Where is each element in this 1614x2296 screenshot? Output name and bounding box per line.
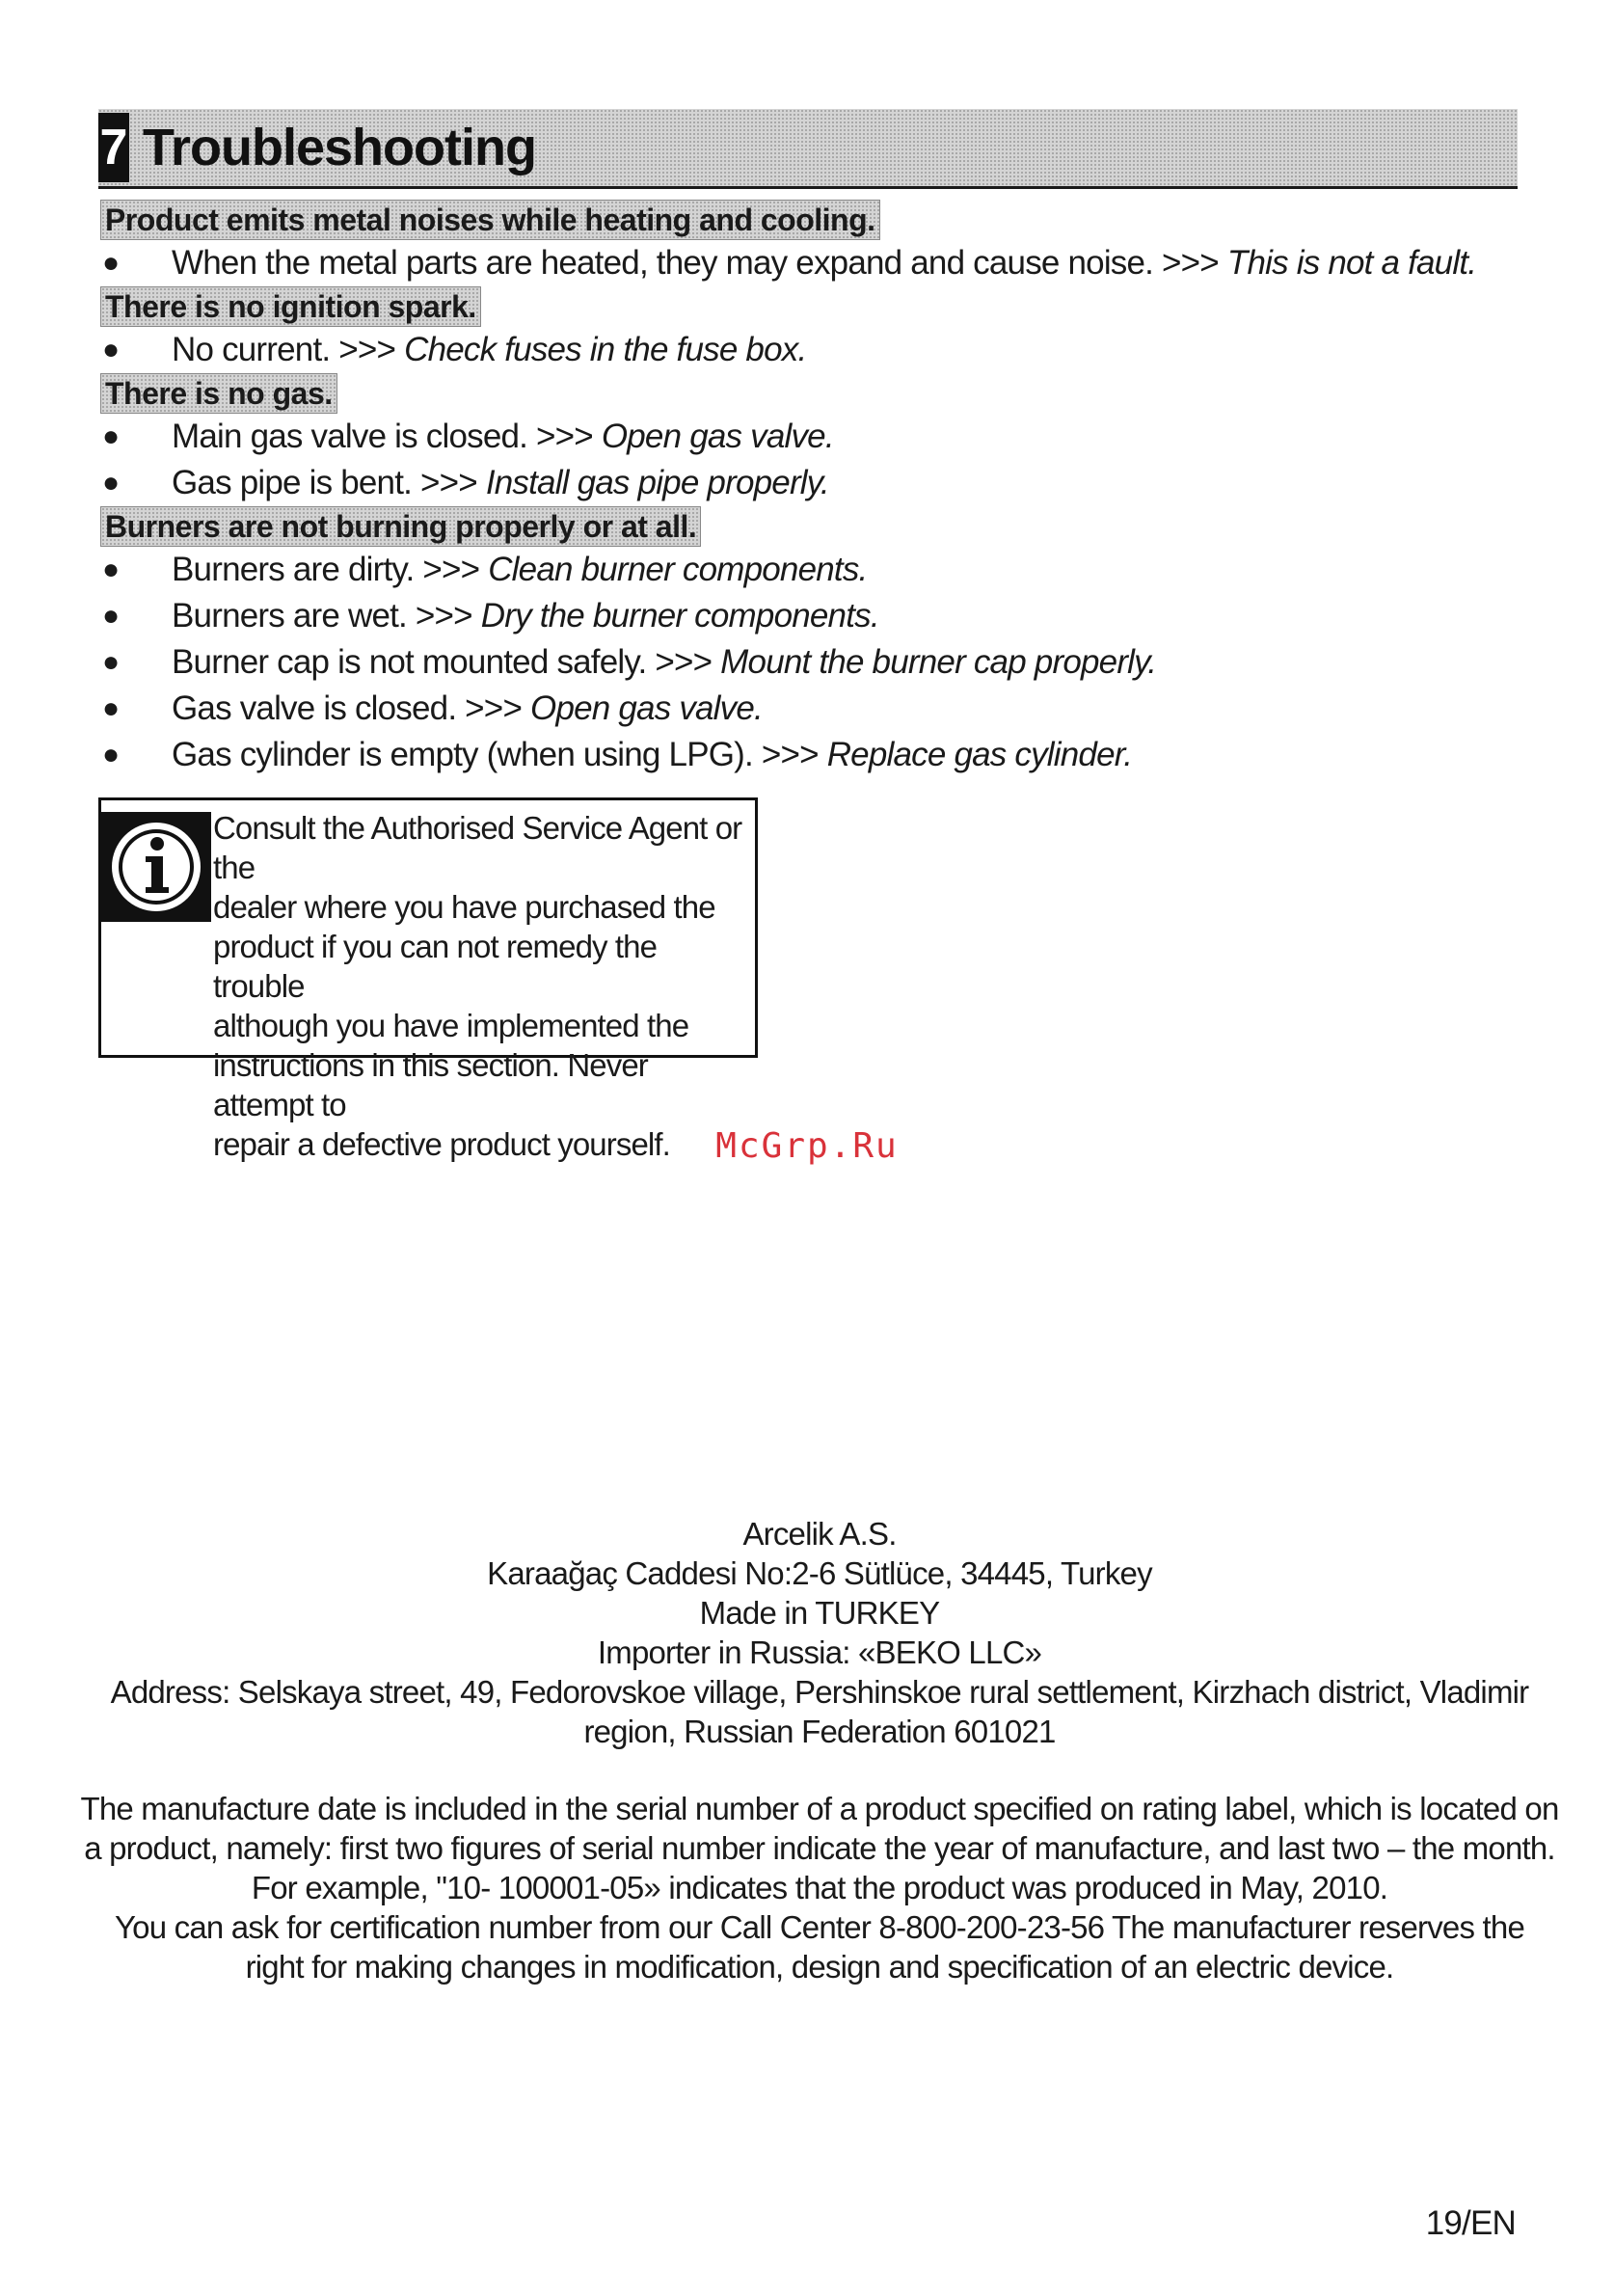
remedy-text: Open gas valve. <box>601 418 834 455</box>
remedy-text: Mount the burner cap properly. <box>720 643 1157 681</box>
problem-title: There is no ignition spark. <box>100 286 481 327</box>
cause-text: Burners are dirty. >>> <box>172 551 489 588</box>
section-title: Troubleshooting <box>143 119 536 176</box>
problem-title: There is no gas. <box>100 373 337 414</box>
remedy-text: This is not a fault. <box>1226 244 1477 282</box>
section-header <box>98 109 1518 189</box>
note-line: right for making changes in modification, design and specification of an electric device. <box>245 1949 1394 1985</box>
cause-text: Gas valve is closed. >>> <box>172 689 531 727</box>
bullet-icon: ● <box>102 554 120 585</box>
bullet-icon: ● <box>102 420 120 452</box>
bullet-icon: ● <box>102 334 120 365</box>
cause-text: When the metal parts are heated, they may expand and cause noise. >>> <box>172 244 1227 282</box>
note-line: For example, "10- 100001-05» indicates that the product was produced in May, 2010. <box>251 1870 1388 1905</box>
section-number: 7 <box>98 113 129 182</box>
info-text <box>213 808 753 1164</box>
address-line: Importer in Russia: «BEKO LLC» <box>597 1634 1042 1670</box>
info-line: repair a defective product yourself. <box>213 1126 670 1162</box>
address-line: Arcelik A.S. <box>742 1516 897 1552</box>
cause-item <box>100 732 1518 778</box>
problem-group <box>100 200 1518 286</box>
remedy-text: Replace gas cylinder. <box>826 736 1133 773</box>
note-line: a product, namely: first two figures of serial number indicate the year of manufacture, and last two – the month. <box>84 1830 1555 1866</box>
address-line: Address: Selskaya street, 49, Fedorovskoe village, Pershinskoe rural settlement, Kirzhach district, Vladimir <box>110 1674 1529 1710</box>
info-line: dealer where you have purchased the <box>213 889 715 925</box>
cause-item <box>100 327 1518 373</box>
bullet-icon: ● <box>102 467 120 499</box>
cause-text: No current. >>> <box>172 331 405 368</box>
cause-item <box>100 547 1518 593</box>
problem-title: Product emits metal noises while heating and cooling. <box>100 200 880 240</box>
bullet-icon: ● <box>102 646 120 678</box>
cause-text: Gas cylinder is empty (when using LPG). >>> <box>172 736 827 773</box>
remedy-text: Install gas pipe properly. <box>485 464 829 501</box>
troubleshooting-list <box>100 200 1518 778</box>
cause-item <box>100 460 1518 506</box>
bullet-icon: ● <box>102 600 120 632</box>
manufacturer-address <box>77 1514 1562 1751</box>
note-line: The manufacture date is included in the serial number of a product specified on rating label, which is located on <box>80 1791 1559 1826</box>
bullet-icon: ● <box>102 739 120 770</box>
cause-list <box>100 327 1518 373</box>
manufacture-date-note <box>77 1789 1562 1986</box>
cause-text: Main gas valve is closed. >>> <box>172 418 602 455</box>
watermark: McGrp.Ru <box>715 1126 899 1166</box>
cause-text: Gas pipe is bent. >>> <box>172 464 486 501</box>
bullet-icon: ● <box>102 247 120 279</box>
info-line: although you have implemented the <box>213 1008 689 1043</box>
bullet-icon: ● <box>102 692 120 724</box>
info-notice-box <box>98 797 758 1162</box>
address-line: region, Russian Federation 601021 <box>583 1714 1056 1749</box>
remedy-text: Dry the burner components. <box>480 597 879 635</box>
page-number: 19/EN <box>1425 2204 1516 2242</box>
remedy-text: Open gas valve. <box>530 689 763 727</box>
cause-list <box>100 240 1518 286</box>
cause-list <box>100 547 1518 778</box>
problem-group <box>100 286 1518 373</box>
cause-item <box>100 686 1518 732</box>
cause-item <box>100 414 1518 460</box>
cause-list <box>100 414 1518 506</box>
address-line: Karaağaç Caddesi No:2-6 Sütlüce, 34445, Turkey <box>487 1555 1152 1591</box>
problem-group <box>100 506 1518 778</box>
note-line: You can ask for certification number from our Call Center 8-800-200-23-56 The manufacturer reserves the <box>114 1909 1525 1945</box>
cause-text: Burner cap is not mounted safely. >>> <box>172 643 721 681</box>
remedy-text: Clean burner components. <box>488 551 868 588</box>
remedy-text: Check fuses in the fuse box. <box>404 331 807 368</box>
cause-item <box>100 639 1518 686</box>
address-line: Made in TURKEY <box>699 1595 940 1631</box>
problem-group <box>100 373 1518 506</box>
problem-title: Burners are not burning properly or at all. <box>100 506 701 547</box>
info-icon <box>101 812 211 922</box>
cause-item <box>100 240 1518 286</box>
cause-item <box>100 593 1518 639</box>
info-line: instructions in this section. Never attempt to <box>213 1047 648 1122</box>
info-line: product if you can not remedy the trouble <box>213 929 658 1004</box>
cause-text: Burners are wet. >>> <box>172 597 481 635</box>
info-line: Consult the Authorised Service Agent or the <box>213 810 742 885</box>
